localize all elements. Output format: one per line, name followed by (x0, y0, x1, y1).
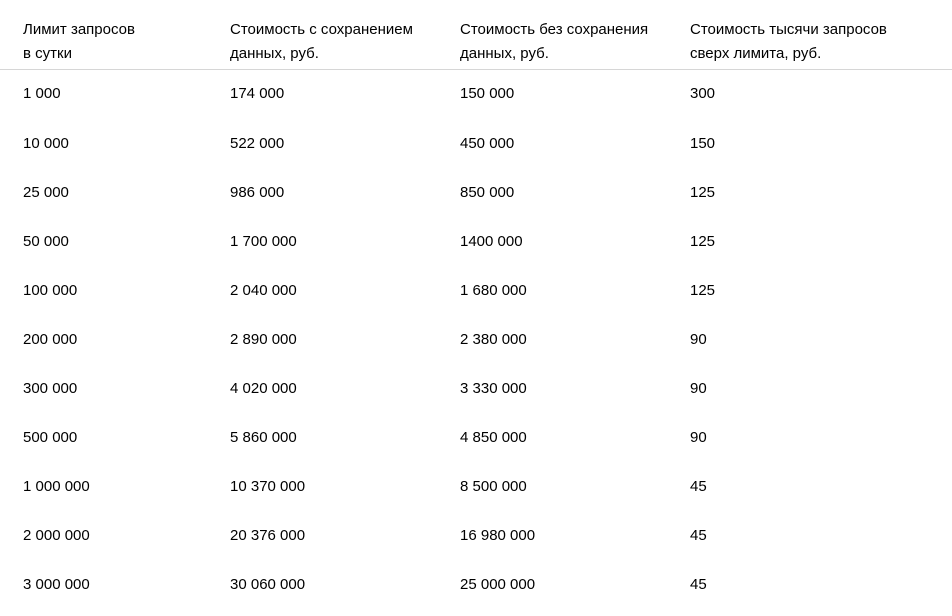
cell-cost-with-storage: 10 370 000 (230, 477, 306, 495)
cell-cost-per-thousand: 300 (690, 85, 716, 102)
cell-request-limit: 2 000 000 (23, 526, 90, 544)
cell-cost-per-thousand: 150 (690, 134, 716, 152)
header-cost-per-thousand-over-limit (667, 0, 952, 70)
cell-cost-per-thousand: 45 (690, 575, 707, 593)
table-row (0, 512, 952, 561)
cell-cost-without-storage: 850 000 (460, 183, 515, 201)
header-line: данных, руб. (230, 45, 319, 62)
table-header (0, 0, 952, 70)
cell-request-limit: 1 000 000 (23, 477, 90, 495)
cell-cost-with-storage: 2 040 000 (230, 281, 297, 299)
cell-cost-per-thousand: 90 (690, 330, 707, 348)
cell-cost-per-thousand: 90 (690, 379, 707, 397)
table-row (0, 120, 952, 169)
header-line: в сутки (23, 45, 72, 62)
cell-cost-with-storage: 1 700 000 (230, 232, 297, 250)
cell-cost-without-storage: 2 380 000 (460, 330, 527, 348)
cell-cost-with-storage: 174 000 (230, 85, 285, 102)
header-row (0, 0, 952, 70)
header-request-limit (0, 0, 207, 70)
cell-cost-without-storage: 16 980 000 (460, 526, 536, 544)
cell-request-limit: 1 000 (23, 85, 61, 102)
cell-cost-with-storage: 4 020 000 (230, 379, 297, 397)
cell-cost-without-storage: 450 000 (460, 134, 515, 152)
cell-request-limit: 300 000 (23, 379, 78, 397)
cell-request-limit: 50 000 (23, 232, 69, 250)
table-row (0, 316, 952, 365)
table-row (0, 218, 952, 267)
table-row (0, 414, 952, 463)
cell-request-limit: 3 000 000 (23, 575, 90, 593)
header-line: Лимит запросов (23, 21, 135, 38)
cell-cost-per-thousand: 125 (690, 281, 716, 299)
cell-cost-with-storage: 522 000 (230, 134, 285, 152)
cell-cost-per-thousand: 45 (690, 526, 707, 544)
cell-cost-with-storage: 986 000 (230, 183, 285, 201)
cell-cost-without-storage: 150 000 (460, 85, 515, 102)
cell-cost-without-storage: 8 500 000 (460, 477, 527, 495)
cell-cost-without-storage: 4 850 000 (460, 428, 527, 446)
table-body (0, 70, 952, 610)
cell-request-limit: 200 000 (23, 330, 78, 348)
cell-request-limit: 100 000 (23, 281, 78, 299)
cell-cost-per-thousand: 90 (690, 428, 707, 446)
cell-cost-with-storage: 30 060 000 (230, 575, 306, 593)
header-line: данных, руб. (460, 45, 549, 62)
header-cost-without-storage (437, 0, 667, 70)
cell-cost-per-thousand: 125 (690, 183, 716, 201)
table-row (0, 267, 952, 316)
cell-cost-per-thousand: 45 (690, 477, 707, 495)
header-cost-with-storage (207, 0, 437, 70)
cell-cost-without-storage: 1 680 000 (460, 281, 527, 299)
cell-request-limit: 500 000 (23, 428, 78, 446)
table-row (0, 70, 952, 120)
cell-request-limit: 10 000 (23, 134, 69, 152)
header-line: Стоимость без сохранения (460, 21, 649, 38)
cell-cost-with-storage: 20 376 000 (230, 526, 306, 544)
cell-cost-without-storage: 25 000 000 (460, 575, 536, 593)
table-row (0, 561, 952, 610)
cell-cost-with-storage: 2 890 000 (230, 330, 297, 348)
header-line: Стоимость тысячи запросов (690, 21, 887, 38)
table-row (0, 169, 952, 218)
cell-cost-with-storage: 5 860 000 (230, 428, 297, 446)
table-row (0, 463, 952, 512)
header-line: Стоимость с сохранением (230, 21, 413, 38)
header-line: сверх лимита, руб. (690, 45, 822, 62)
cell-cost-without-storage: 1400 000 (460, 232, 523, 250)
cell-cost-per-thousand: 125 (690, 232, 716, 250)
cell-request-limit: 25 000 (23, 183, 69, 201)
table-row (0, 365, 952, 414)
cell-cost-without-storage: 3 330 000 (460, 379, 527, 397)
